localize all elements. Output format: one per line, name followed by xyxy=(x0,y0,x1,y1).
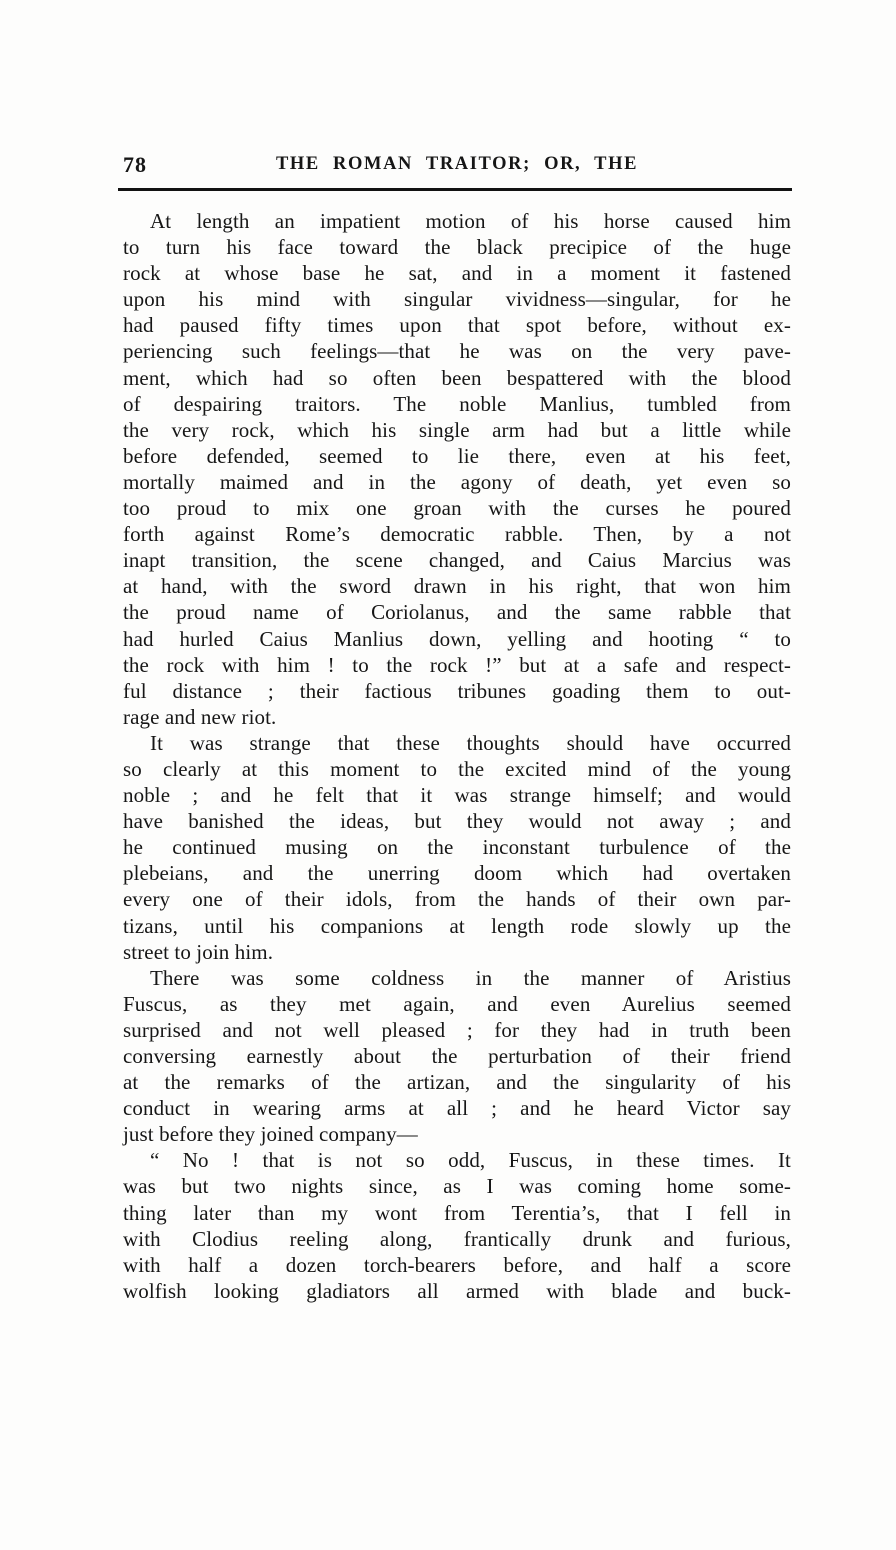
text-line: street to join him. xyxy=(123,939,274,964)
text-line: At length an impatient motion of his horse caused him xyxy=(150,209,791,233)
text-line: have banished the ideas, but they would not away ; and xyxy=(123,809,791,834)
text-line: so clearly at this moment to the excited mind of the young xyxy=(123,756,791,781)
text-line: ful distance ; their factious tribunes goading them to out- xyxy=(123,678,791,703)
text-line: Fuscus, as they met again, and even Aurelius seemed xyxy=(123,991,791,1016)
text-line: with half a dozen torch-bearers before, and half a score xyxy=(123,1252,791,1277)
text-line: ment, which had so often been bespattered with the blood xyxy=(123,365,791,390)
running-head: THE ROMAN TRAITOR; OR, THE xyxy=(275,154,639,174)
header-rule xyxy=(118,188,792,191)
text-line: There was some coldness in the manner of Aristius xyxy=(150,965,791,990)
text-line: was but two nights since, as I was coming home some- xyxy=(123,1174,791,1199)
text-line: every one of their idols, from the hands of their own par- xyxy=(123,887,791,912)
paragraph xyxy=(123,965,791,1148)
text-line: of despairing traitors. The noble Manlius, tumbled from xyxy=(123,391,791,416)
text-line: upon his mind with singular vividness—singular, for he xyxy=(123,287,791,312)
text-line: noble ; and he felt that it was strange himself; and would xyxy=(123,783,791,808)
text-line: at the remarks of the artizan, and the singularity of his xyxy=(123,1070,791,1095)
text-line: before defended, seemed to lie there, even at his feet, xyxy=(123,443,791,468)
text-line: plebeians, and the unerring doom which had overtaken xyxy=(123,861,791,886)
text-line: had hurled Caius Manlius down, yelling and hooting “ to xyxy=(123,626,791,651)
page-content xyxy=(123,152,791,1304)
text-line: the proud name of Coriolanus, and the same rabble that xyxy=(123,600,791,625)
text-line: mortally maimed and in the agony of death, yet even so xyxy=(123,469,791,494)
text-line: periencing such feelings—that he was on the very pave- xyxy=(123,339,791,364)
text-line: wolfish looking gladiators all armed with blade and buck- xyxy=(123,1278,791,1303)
text-line: the rock with him ! to the rock !” but at a safe and respect- xyxy=(123,652,791,677)
page-number: 78 xyxy=(123,152,147,177)
text-line: conversing earnestly about the perturbation of their friend xyxy=(123,1044,791,1068)
text-line: too proud to mix one groan with the curses he poured xyxy=(123,496,791,521)
text-line: surprised and not well pleased ; for they had in truth been xyxy=(123,1017,791,1042)
paragraph xyxy=(123,208,791,730)
page-header xyxy=(123,152,791,182)
text-line: the very rock, which his single arm had but a little while xyxy=(123,417,791,442)
text-line: inapt transition, the scene changed, and Caius Marcius was xyxy=(123,548,791,573)
text-line: “ No ! that is not so odd, Fuscus, in these times. It xyxy=(150,1148,791,1173)
text-line: with Clodius reeling along, frantically drunk and furious, xyxy=(123,1226,791,1251)
text-line: to turn his face toward the black precipice of the huge xyxy=(123,235,791,260)
text-line: forth against Rome’s democratic rabble. Then, by a not xyxy=(123,522,791,547)
paragraph xyxy=(123,1147,791,1304)
text-line: just before they joined company— xyxy=(123,1122,418,1147)
text-line: thing later than my wont from Terentia’s, that I fell in xyxy=(123,1200,791,1225)
paragraph xyxy=(123,730,791,965)
text-line: rock at whose base he sat, and in a moment it fastened xyxy=(123,261,791,286)
text-line: he continued musing on the inconstant turbulence of the xyxy=(123,835,791,860)
text-body xyxy=(123,208,791,1304)
text-line: rage and new riot. xyxy=(123,704,277,729)
text-line: It was strange that these thoughts should have occurred xyxy=(150,730,791,755)
text-line: conduct in wearing arms at all ; and he heard Victor say xyxy=(123,1096,791,1121)
text-line: at hand, with the sword drawn in his right, that won him xyxy=(123,574,791,599)
text-line: tizans, until his companions at length rode slowly up the xyxy=(123,913,791,938)
text-line: had paused fifty times upon that spot before, without ex- xyxy=(123,313,791,338)
